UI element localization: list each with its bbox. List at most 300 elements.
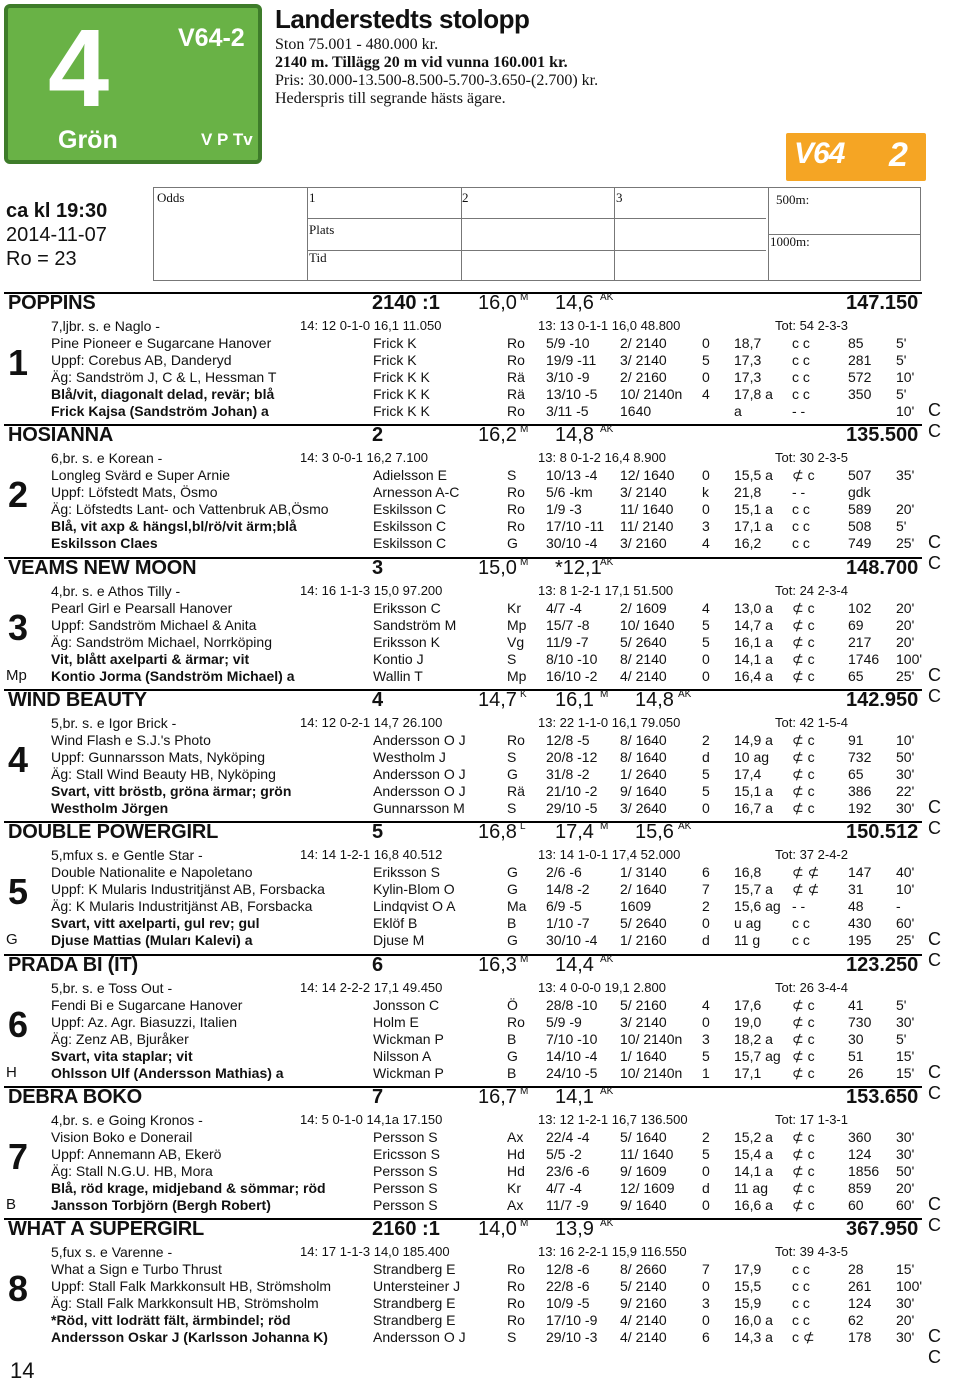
race-prize: 15' [896, 1047, 915, 1064]
race-date: 8/10 -10 [546, 650, 598, 667]
race-start: 7 [702, 881, 710, 898]
race-track: Ro [507, 518, 525, 535]
horse-detail: What a Sign e Turbo Thrust [51, 1261, 222, 1278]
grid-tid-label: Tid [309, 250, 327, 265]
start-number: 3 [8, 606, 29, 648]
race-start: 0 [702, 1162, 710, 1179]
prize-money: 142.950 [846, 688, 919, 711]
start-time: ca kl 19:30 [6, 200, 108, 222]
race-time: 11 g [734, 932, 761, 949]
race-odds: 1856 [848, 1162, 880, 1179]
race-placement: 10/ 2140n [620, 1064, 683, 1081]
race-prize: 5' [896, 1030, 907, 1047]
race-driver: Persson S [373, 1196, 438, 1213]
cc-mark: C C [928, 664, 943, 706]
race-driver: Untersteiner J [373, 1278, 461, 1295]
prize-money: 148.700 [846, 556, 919, 579]
race-prize: 100' [896, 1278, 923, 1295]
race-prize: 30' [896, 1145, 915, 1162]
race-odds: 48 [848, 898, 864, 915]
start-position: 2 [372, 424, 384, 447]
stats-2014: 14: 14 1-2-1 16,8 40.512 [300, 847, 443, 863]
race-track: S [507, 799, 517, 816]
horse-detail: Äg: Zenz AB, Bjuråker [51, 1030, 189, 1047]
race-prize: 30' [896, 1295, 915, 1312]
record-2: 14,1 [555, 1085, 594, 1108]
horse-pedigree: 5,fux s. e Varenne - [51, 1244, 173, 1261]
horse-pedigree: 4,br. s. e Athos Tilly - [51, 582, 181, 599]
horse-detail: Wind Flash e S.J.'s Photo [51, 731, 211, 748]
race-track: Ro [507, 1295, 525, 1312]
shoe-info: ⊄ c [792, 667, 815, 684]
race-date: 5/9 -9 [546, 1013, 582, 1030]
stats-total: Tot: 30 2-3-5 [775, 450, 848, 466]
horse-detail: Uppf: Stall Falk Markkonsult HB, Strömsholm [51, 1278, 332, 1295]
race-number: 4 [48, 7, 110, 130]
horse-detail: Vit, blått axelparti & ärmar; vit [51, 650, 250, 667]
race-date: 1/9 -3 [546, 501, 582, 518]
race-placement: 8/ 1640 [620, 748, 667, 765]
equipment-code: B [6, 1195, 17, 1213]
race-track: G [507, 1047, 518, 1064]
race-date: 22/8 -6 [546, 1278, 590, 1295]
race-start: 0 [702, 369, 710, 385]
race-start: 0 [702, 915, 710, 932]
race-odds: 147 [848, 864, 872, 881]
shoe-info: - - [792, 484, 806, 501]
stats-2014: 14: 17 1-1-3 14,0 185.400 [300, 1244, 450, 1260]
grid-plats-label: Plats [309, 222, 335, 237]
race-date: 10/9 -5 [546, 1295, 590, 1312]
race-prize: 25' [896, 667, 915, 684]
race-time: u ag [734, 915, 762, 932]
race-time: 17,8 a [734, 386, 773, 402]
stats-total: Tot: 17 1-3-1 [775, 1111, 848, 1127]
race-driver: Eklöf B [373, 915, 418, 932]
race-odds: 60 [848, 1196, 864, 1213]
start-number: 1 [8, 342, 29, 383]
shoe-info: c c [792, 369, 810, 385]
race-odds: 31 [848, 881, 864, 898]
race-prize: 30' [896, 1128, 915, 1145]
stats-total: Tot: 39 4-3-5 [775, 1244, 848, 1260]
shoe-info: ⊄ c [792, 1145, 815, 1162]
race-odds: 360 [848, 1128, 872, 1145]
race-odds: 430 [848, 915, 872, 932]
race-placement: 5/ 1640 [620, 1128, 667, 1145]
race-placement: 9/ 1640 [620, 782, 667, 799]
horse-detail: Djuse Mattias (Muları Kalevi) a [51, 932, 253, 949]
shoe-info: ⊄ c [792, 731, 815, 748]
race-start: 0 [702, 1013, 710, 1030]
race-date: 6/9 -5 [546, 898, 582, 915]
race-track: G [507, 864, 518, 881]
horse-detail: Äg: Stall Wind Beauty HB, Nyköping [51, 765, 276, 782]
logo-number: 2 [889, 136, 908, 174]
race-prize: 10' [896, 403, 915, 419]
prize-money: 367.950 [846, 1218, 919, 1241]
shoe-info: ⊄ c [792, 782, 815, 799]
shoe-info: c c [792, 518, 810, 535]
race-time: 15,7 a [734, 881, 773, 898]
race-prize: 25' [896, 535, 915, 552]
race-time: 15,9 [734, 1295, 762, 1312]
race-date: 20/8 -12 [546, 748, 598, 765]
race-driver: Andersson O J [373, 1329, 466, 1346]
race-title: Landerstedts stolopp [275, 4, 530, 34]
record-1: 16,2 [478, 424, 517, 447]
race-start: 5 [702, 1145, 710, 1162]
race-driver: Nilsson A [373, 1047, 432, 1064]
horse-detail: Uppf: K Mularis Industritjänst AB, Forsbacka [51, 881, 325, 898]
race-time: 18,7 [734, 335, 762, 351]
record-1-type: M [520, 1218, 529, 1230]
shoe-info: ⊄ c [792, 1179, 815, 1196]
race-time: 14,1 a [734, 650, 773, 667]
prize-money: 147.150 [846, 292, 919, 314]
horse-detail: Pine Pioneer e Sugarcane Hanover [51, 335, 272, 351]
horse-pedigree: 5,br. s. e Igor Brick - [51, 714, 177, 731]
record-1: 16,8 [478, 821, 517, 844]
race-time: 16,4 a [734, 667, 773, 684]
race-date: 5/6 -km [546, 484, 593, 501]
race-odds: 51 [848, 1047, 864, 1064]
race-prize: 100' [896, 650, 923, 667]
race-prize: 10' [896, 881, 915, 898]
race-info-line: Ston 75.001 - 480.000 kr. [275, 36, 439, 53]
race-date: 13/10 -5 [546, 386, 598, 402]
stats-2013: 13: 13 0-1-1 16,0 48.800 [538, 318, 681, 333]
race-start: 5 [702, 1047, 710, 1064]
horse-name: DEBRA BOKO [8, 1085, 142, 1108]
race-driver: Strandberg E [373, 1295, 456, 1312]
grid-col-1: 1 [309, 190, 316, 205]
horse-divider [4, 424, 922, 426]
horse-name: DOUBLE POWERGIRL [8, 821, 219, 844]
game-label: V64-2 [178, 24, 245, 52]
page-number: 14 [10, 1358, 35, 1383]
race-start: d [702, 1179, 710, 1196]
race-date: 12/8 -6 [546, 1261, 590, 1278]
start-position: 2160 :1 [372, 1218, 440, 1241]
race-prize: - [896, 898, 901, 915]
race-track: G [507, 881, 518, 898]
race-odds: 281 [848, 352, 872, 368]
race-time: 15,7 ag [734, 1047, 781, 1064]
race-odds: 217 [848, 633, 872, 650]
race-number-badge [4, 4, 262, 164]
stats-2013: 13: 16 2-2-1 15,9 116.550 [538, 1244, 687, 1260]
race-placement: 1/ 2160 [620, 932, 667, 949]
race-prize: 50' [896, 748, 915, 765]
race-prize: 10' [896, 731, 915, 748]
race-start: 0 [702, 1278, 710, 1295]
shoe-info: - - [792, 403, 806, 419]
race-start: 1 [702, 1064, 710, 1081]
horse-detail: Äg: Sandström Michael, Norrköping [51, 633, 272, 650]
cc-mark: C C [928, 796, 943, 838]
race-driver: Strandberg E [373, 1312, 456, 1329]
race-track: Rä [507, 386, 525, 402]
horse-divider [4, 292, 922, 294]
shoe-info: c c [792, 1312, 810, 1329]
start-number: 7 [8, 1135, 29, 1177]
race-placement: 3/ 2160 [620, 535, 667, 552]
record-2-type: M [600, 688, 609, 700]
horse-detail: Double Nationalite e Napoletano [51, 864, 253, 881]
race-placement: 10/ 1640 [620, 616, 675, 633]
stats-total: Tot: 37 2-4-2 [775, 847, 848, 863]
race-date: 21/10 -2 [546, 782, 598, 799]
horse-detail: Äg: K Mularis Industritjänst AB, Forsbacka [51, 898, 313, 915]
race-track: Ro [507, 1278, 525, 1295]
race-start: 2 [702, 731, 710, 748]
shoe-info: c c [792, 352, 810, 368]
race-time: 16,7 a [734, 799, 773, 816]
stats-total: Tot: 54 2-3-3 [775, 318, 848, 333]
race-date: 29/10 -3 [546, 1329, 598, 1346]
race-date: 5/5 -2 [546, 1145, 582, 1162]
start-position: 3 [372, 556, 384, 579]
race-date: 16/10 -2 [546, 667, 598, 684]
race-driver: Sandström M [373, 616, 457, 633]
cc-mark: C C [928, 400, 943, 441]
race-prize: 10' [896, 369, 915, 385]
race-start: 4 [702, 535, 710, 552]
horse-detail: *Röd, vitt lodrätt fält, ärmbindel; röd [51, 1312, 291, 1329]
race-placement: 2/ 1640 [620, 881, 667, 898]
race-placement: 10/ 2140n [620, 1030, 683, 1047]
race-driver: Adielsson E [373, 467, 447, 484]
race-prize: 20' [896, 599, 915, 616]
race-odds: 65 [848, 667, 864, 684]
horse-detail: Fendi Bi e Sugarcane Hanover [51, 996, 243, 1013]
record-2-type: AK [600, 1218, 614, 1230]
race-date: 14/8 -2 [546, 881, 590, 898]
race-placement: 1609 [620, 898, 652, 915]
race-start: 5 [702, 633, 710, 650]
race-placement: 12/ 1640 [620, 467, 675, 484]
shoe-info: c c [792, 386, 810, 402]
race-date: 1/10 -7 [546, 915, 590, 932]
race-date: 2/6 -6 [546, 864, 582, 881]
race-driver: Andersson O J [373, 782, 466, 799]
race-date: 4/7 -4 [546, 599, 582, 616]
shoe-info: ⊄ c [792, 1030, 815, 1047]
race-driver: Wallin T [373, 667, 423, 684]
race-time: 17,9 [734, 1261, 762, 1278]
stats-total: Tot: 26 3-4-4 [775, 979, 848, 995]
race-date: 2014-11-07 [6, 224, 107, 246]
race-driver: Frick K [373, 335, 417, 351]
race-start: 0 [702, 1312, 710, 1329]
stats-2013: 13: 22 1-1-0 16,1 79.050 [538, 714, 681, 730]
race-odds: gdk [848, 484, 871, 501]
race-driver: Arnesson A-C [373, 484, 460, 501]
horse-pedigree: 6,br. s. e Korean - [51, 450, 163, 467]
record-1: 14,7 [478, 688, 517, 711]
shoe-info: c c [792, 501, 810, 518]
record-1-type: M [520, 953, 529, 965]
race-start: 5 [702, 765, 710, 782]
shoe-info: ⊄ c [792, 599, 815, 616]
race-track: S [507, 467, 517, 484]
race-placement: 11/ 1640 [620, 1145, 674, 1162]
cc-mark: C C [928, 1061, 943, 1103]
horse-detail: Svart, vita staplar; vit [51, 1047, 193, 1064]
shoe-info: ⊄ c [792, 799, 815, 816]
race-track: Kr [507, 1179, 521, 1196]
race-start: 7 [702, 1261, 710, 1278]
race-track: G [507, 535, 518, 552]
grid-col-3: 3 [616, 190, 623, 205]
race-driver: Eriksson C [373, 599, 441, 616]
race-odds: 749 [848, 535, 872, 552]
race-time: 15,5 a [734, 467, 773, 484]
race-driver: Jonsson C [373, 996, 440, 1013]
shoe-info: ⊄ c [792, 633, 815, 650]
race-odds: 124 [848, 1145, 872, 1162]
race-placement: 4/ 2140 [620, 667, 667, 684]
shoe-info: ⊄ c [792, 765, 815, 782]
stats-2013: 13: 12 1-2-1 16,7 136.500 [538, 1111, 688, 1127]
race-track: S [507, 748, 517, 765]
race-driver: Frick K K [373, 369, 430, 385]
race-track: G [507, 765, 518, 782]
horse-pedigree: 4,br. s. e Going Kronos - [51, 1111, 203, 1128]
race-prize: 5' [896, 352, 907, 368]
race-placement: 11/ 1640 [620, 501, 674, 518]
prize-money: 150.512 [846, 821, 919, 844]
stats-2013: 13: 4 0-0-0 19,1 2.800 [538, 979, 666, 995]
race-date: 14/10 -4 [546, 1047, 598, 1064]
race-prize: 5' [896, 996, 907, 1013]
race-track: Ro [507, 335, 525, 351]
race-prize: 40' [896, 864, 915, 881]
race-placement: 8/ 1640 [620, 731, 667, 748]
equipment-code: G [6, 931, 18, 949]
bet-types: V P Tv [201, 130, 253, 149]
race-track: Ro [507, 484, 525, 501]
race-odds: 859 [848, 1179, 872, 1196]
horse-detail: Uppf: Gunnarsson Mats, Nyköping [51, 748, 265, 765]
cc-mark: C C [928, 1193, 943, 1235]
record-1: 15,0 [478, 556, 517, 579]
horse-name: PRADA BI (IT) [8, 953, 138, 976]
shoe-info: c c [792, 1295, 810, 1312]
race-prize: 20' [896, 1312, 915, 1329]
race-track: Ma [507, 898, 527, 915]
start-number: 5 [8, 871, 29, 913]
horse-detail: Jansson Torbjörn (Bergh Robert) [51, 1196, 271, 1213]
race-time: 11 ag [734, 1179, 768, 1196]
race-placement: 3/ 2140 [620, 1013, 667, 1030]
grid-1000m-label: 1000m: [770, 234, 810, 249]
race-placement: 12/ 1609 [620, 1179, 675, 1196]
stats-2013: 13: 8 1-2-1 17,1 51.500 [538, 582, 674, 598]
grid-odds-label: Odds [157, 190, 185, 205]
race-prize: 20' [896, 616, 915, 633]
race-time: 15,1 a [734, 501, 773, 518]
horse-name: WIND BEAUTY [8, 688, 147, 711]
horse-detail: Pearl Girl e Pearsall Hanover [51, 599, 233, 616]
horse-pedigree: 5,br. s. e Toss Out - [51, 979, 173, 996]
race-time: 15,2 a [734, 1128, 773, 1145]
race-start: d [702, 932, 710, 949]
race-prize: 35' [896, 467, 915, 484]
shoe-info: c c [792, 535, 810, 552]
race-track: B [507, 1064, 517, 1081]
horse-detail: Uppf: Az. Agr. Biasuzzi, Italien [51, 1013, 237, 1030]
race-start: 3 [702, 1295, 710, 1312]
race-start: 5 [702, 782, 710, 799]
record-2-type: M [600, 821, 609, 833]
cc-mark: C C [928, 929, 943, 971]
grid-500m-label: 500m: [776, 192, 810, 207]
notes-grid [153, 187, 921, 281]
race-driver: Andersson O J [373, 731, 466, 748]
race-placement: 2/ 2160 [620, 369, 667, 385]
record-2-type: AK [600, 1085, 614, 1097]
record-2-type: AK [600, 953, 614, 965]
horse-detail: Frick Kajsa (Sandström Johan) a [51, 403, 269, 419]
stats-2014: 14: 12 0-2-1 14,7 26.100 [300, 714, 443, 730]
ro-value: Ro = 23 [6, 248, 77, 270]
shoe-info: ⊄ c [792, 996, 815, 1013]
race-time: 17,4 [734, 765, 762, 782]
race-track: Kr [507, 599, 521, 616]
race-odds: 350 [848, 386, 872, 402]
horse-detail: Äg: Stall N.G.U. HB, Mora [51, 1162, 213, 1179]
race-info-line: Pris: 30.000-13.500-8.500-5.700-3.650-(2.700) kr. [275, 72, 599, 89]
race-start: 3 [702, 1030, 710, 1047]
race-track: Ro [507, 352, 525, 368]
race-track: Hd [507, 1162, 525, 1179]
race-driver: Lindqvist O A [373, 898, 456, 915]
race-odds: 261 [848, 1278, 872, 1295]
race-driver: Ericsson S [373, 1145, 440, 1162]
record-3: 14,8 [635, 688, 674, 711]
race-track: Mp [507, 616, 527, 633]
race-driver: Gunnarsson M [373, 799, 465, 816]
race-time: 16,0 a [734, 1312, 773, 1329]
horse-name: HOSIANNA [8, 424, 114, 447]
shoe-info: c c [792, 932, 810, 949]
race-time: 16,1 a [734, 633, 773, 650]
shoe-info: - - [792, 898, 806, 915]
race-prize: 20' [896, 633, 915, 650]
horse-detail: Blå, vit axp & hängsl,bl/rö/vit ärm;blå [51, 518, 297, 535]
race-prize: 5' [896, 518, 907, 535]
race-odds: 69 [848, 616, 864, 633]
start-position: 7 [372, 1085, 384, 1108]
race-prize: 30' [896, 799, 915, 816]
stats-2014: 14: 12 0-1-0 16,1 11.050 [300, 318, 442, 333]
race-driver: Frick K [373, 352, 417, 368]
horse-pedigree: 7,ljbr. s. e Naglo - [51, 318, 160, 334]
race-date: 5/9 -10 [546, 335, 590, 351]
horse-detail: Westholm Jörgen [51, 799, 169, 816]
race-track: S [507, 650, 517, 667]
race-start: 5 [702, 616, 710, 633]
race-prize: 15' [896, 1261, 915, 1278]
race-date: 11/7 -9 [546, 1196, 589, 1213]
race-odds: 178 [848, 1329, 872, 1346]
shoe-info: ⊄ ⊄ [792, 864, 820, 881]
race-start: 4 [702, 996, 710, 1013]
race-track: Ö [507, 996, 518, 1013]
shoe-info: ⊄ c [792, 1162, 815, 1179]
